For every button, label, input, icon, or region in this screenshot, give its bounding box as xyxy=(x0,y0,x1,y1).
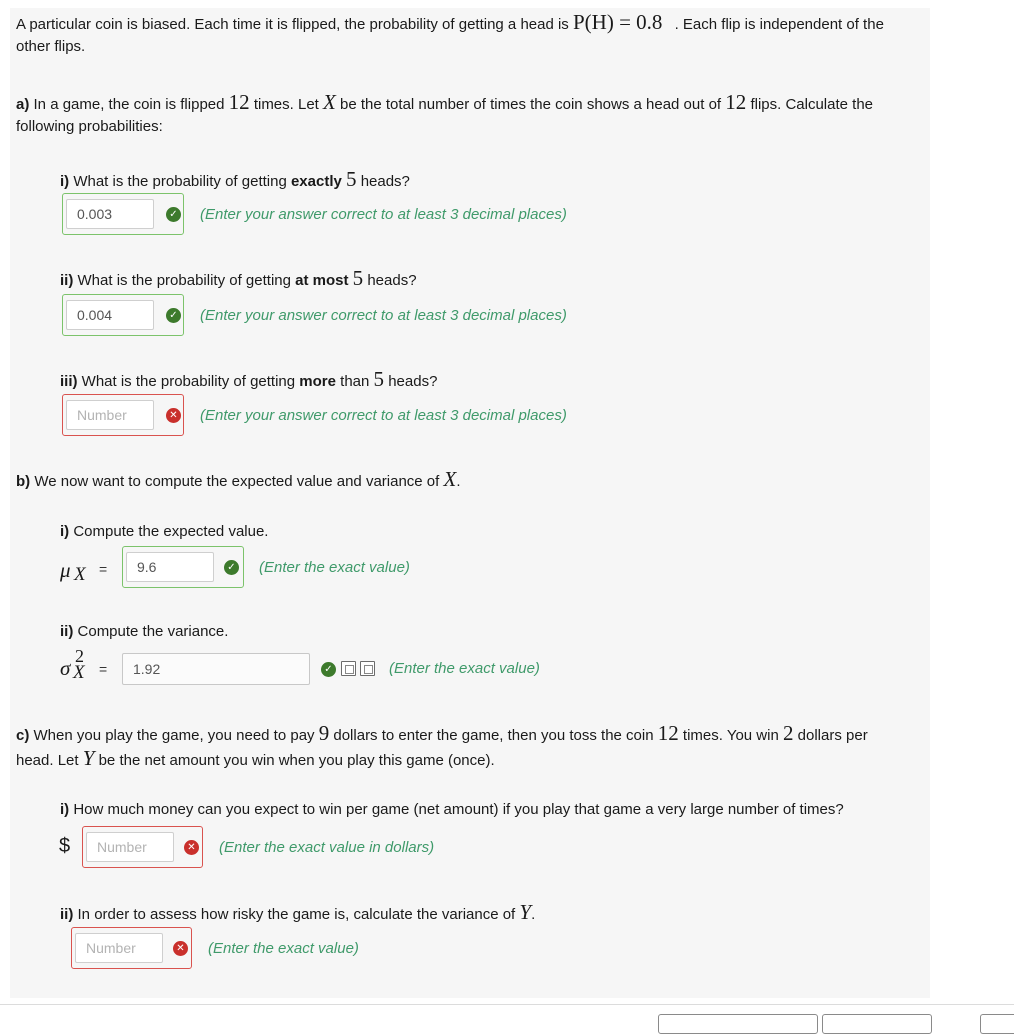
answer-input-c-ii[interactable] xyxy=(75,933,163,963)
part-c-line-1: c) When you play the game, you need to pay 9 dollars to enter the game, then you toss the coin 12 times. You win 2 dollars per xyxy=(16,721,868,745)
hint-b-ii: (Enter the exact value) xyxy=(389,660,540,677)
footer-button-1[interactable] xyxy=(658,1014,818,1034)
footer-button-2[interactable] xyxy=(822,1014,932,1034)
question-a-ii: ii) What is the probability of getting at most 5 heads? xyxy=(60,266,417,290)
intro-line-1: A particular coin is biased. Each time it is flipped, the probability of getting a head is P(H) = 0.8 . Each flip is independent of the xyxy=(16,10,884,34)
hint-a-ii: (Enter your answer correct to at least 3 decimal places) xyxy=(200,307,567,324)
x-circle-icon: ✕ xyxy=(173,941,188,956)
question-c-i: i) How much money can you expect to win per game (net amount) if you play that game a very large number of times? xyxy=(60,801,844,818)
question-a-iii: iii) What is the probability of getting more than 5 heads? xyxy=(60,367,438,391)
check-circle-icon: ✓ xyxy=(224,560,239,575)
mu-x-symbol: μ X xyxy=(60,558,86,585)
hint-c-ii: (Enter the exact value) xyxy=(208,940,359,957)
preview-icon[interactable] xyxy=(360,661,375,676)
part-a-line-1: a) In a game, the coin is flipped 12 times. Let X be the total number of times the coin shows a head out of 12 flips. Calculate the xyxy=(16,90,874,114)
x-circle-icon: ✕ xyxy=(166,408,181,423)
equals-sign: = xyxy=(99,561,108,577)
check-circle-icon: ✓ xyxy=(166,308,181,323)
answer-input-b-i[interactable] xyxy=(126,552,214,582)
hint-a-i: (Enter your answer correct to at least 3 decimal places) xyxy=(200,206,567,223)
intro-probability-math: P(H) = 0.8 xyxy=(572,10,663,34)
hint-a-iii: (Enter your answer correct to at least 3 decimal places) xyxy=(200,407,567,424)
answer-input-a-iii[interactable] xyxy=(66,400,154,430)
answer-input-a-ii[interactable] xyxy=(66,300,154,330)
part-c-line-2: head. Let Y be the net amount you win when you play this game (once). xyxy=(16,746,495,770)
question-c-ii: ii) In order to assess how risky the game is, calculate the variance of Y. xyxy=(60,900,536,924)
equals-sign: = xyxy=(99,661,108,677)
check-circle-icon: ✓ xyxy=(321,662,336,677)
question-b-i: i) Compute the expected value. xyxy=(60,523,269,540)
sigma-squared-x-symbol: σ 2 X xyxy=(60,646,85,683)
answer-input-a-i[interactable] xyxy=(66,199,154,229)
check-circle-icon: ✓ xyxy=(166,207,181,222)
footer-divider xyxy=(0,1004,1014,1005)
part-a-line-2: following probabilities: xyxy=(16,118,163,135)
hint-b-i: (Enter the exact value) xyxy=(259,559,410,576)
intro-line-2: other flips. xyxy=(16,38,86,55)
part-b-line: b) We now want to compute the expected value and variance of X. xyxy=(16,467,461,491)
hint-c-i: (Enter the exact value in dollars) xyxy=(219,839,435,856)
question-a-i: i) What is the probability of getting exactly 5 heads? xyxy=(60,167,410,191)
x-circle-icon: ✕ xyxy=(184,840,199,855)
answer-input-c-i[interactable] xyxy=(86,832,174,862)
footer-button-3[interactable] xyxy=(980,1014,1014,1034)
dollar-sign: $ xyxy=(59,835,71,857)
equation-editor-icon[interactable] xyxy=(341,661,356,676)
question-b-ii: ii) Compute the variance. xyxy=(60,623,229,640)
answer-input-b-ii[interactable] xyxy=(122,653,310,685)
